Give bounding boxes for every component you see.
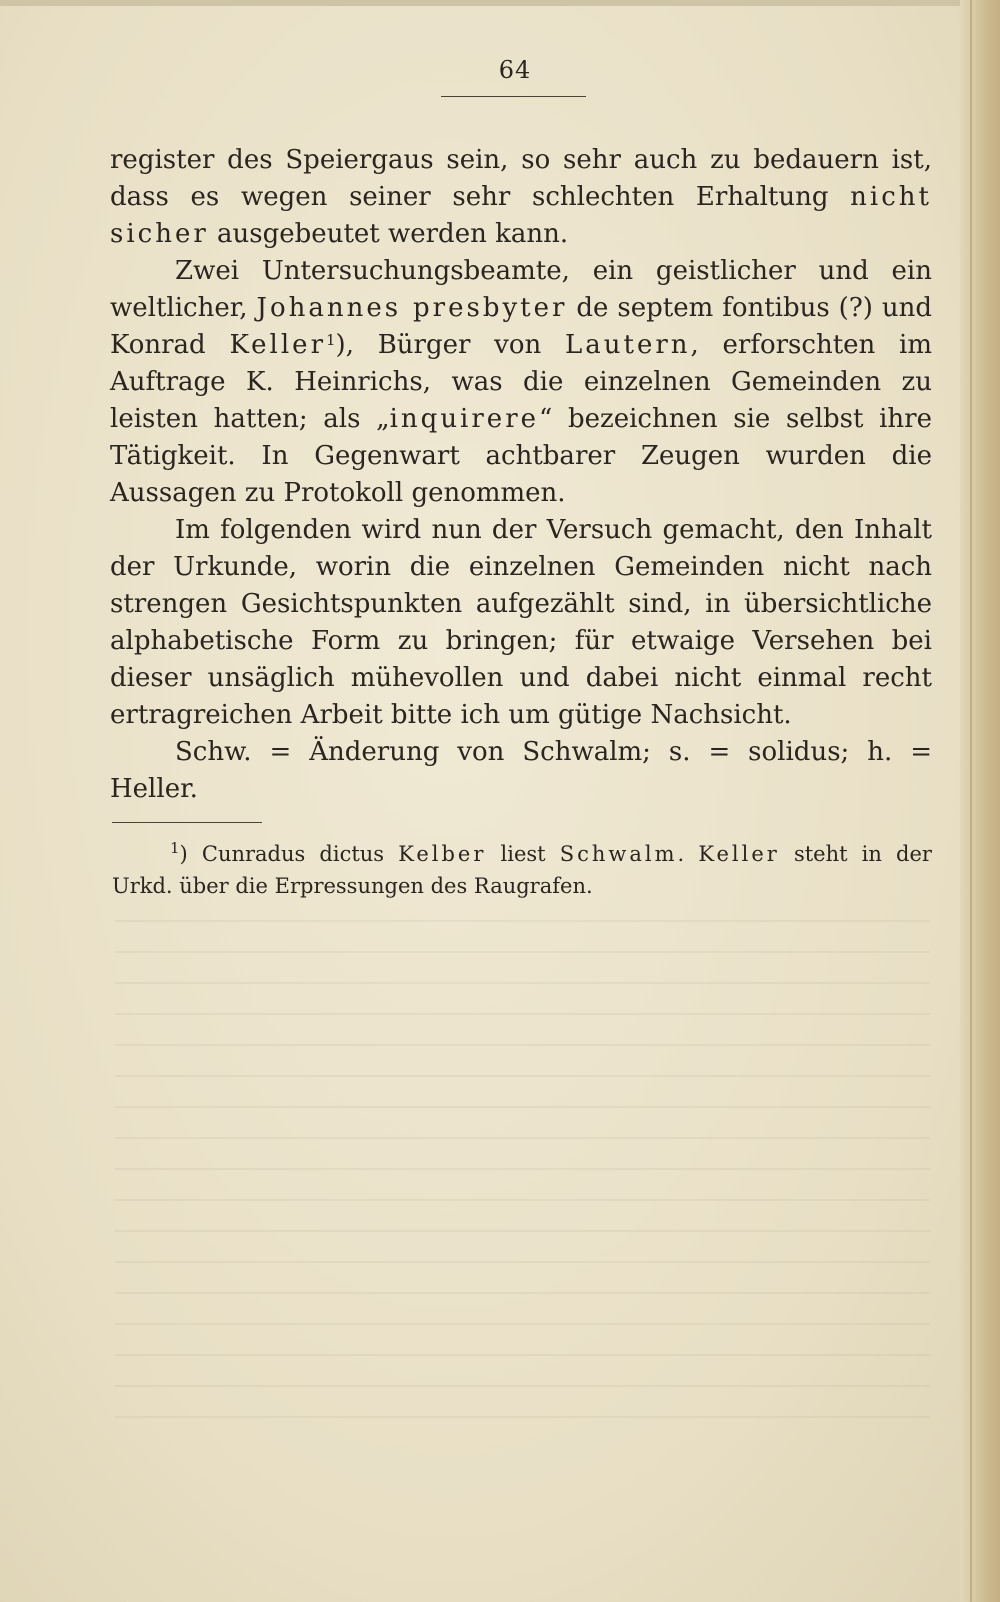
paragraph-4 [110, 734, 932, 808]
spaced-name: Keller [698, 842, 780, 866]
text-run: Im folgenden wird nun der Versuch gemacht, den Inhalt der Urkunde, worin die einzelnen Gemeinden nicht nach strengen Gesichtspunkten aufgezählt sind, in übersichtliche alphabetische Form zu bringen; für etwaige Versehen bei dieser unsäglich mühevollen und dabei nicht einmal recht ertragreichen Arbeit bitte ich um gütige Nachsicht. [110, 515, 932, 730]
spaced-name: inquirere [389, 404, 540, 434]
text-run: register des Speiergaus sein, so sehr auch zu bedauern ist, dass es wegen seiner sehr schlechten Erhaltung [110, 145, 932, 212]
text-run: ), Bürger von [335, 330, 565, 360]
spaced-name: Schwalm [559, 842, 678, 866]
text-run: Schw. = Änderung von Schwalm; s. = solidus; h. = Heller. [110, 737, 932, 804]
text-run: steht in der Urkd. über die Erpressungen des Raugrafen. [112, 842, 932, 898]
text-run: ausgebeutet werden kann. [208, 219, 569, 249]
footnote-1 [112, 838, 932, 902]
page-top-edge [0, 0, 960, 6]
spaced-name: Kelber [398, 842, 487, 866]
page-number-rule [441, 96, 586, 97]
footnote-marker: 1 [170, 839, 180, 857]
spaced-name: Johannes presbyter [256, 293, 568, 323]
text-run: “ bezeichnen sie selbst ihre Tätigkeit. In Gegenwart achtbarer Zeugen wurden die Aussagen zu Protokoll genommen. [110, 404, 932, 508]
paragraph-1 [110, 142, 932, 253]
footnote-rule [112, 822, 262, 823]
spaced-name: Keller [229, 330, 326, 360]
text-run: Zwei Untersuchungsbeamte, ein geistlicher und ein weltlicher, [110, 256, 932, 323]
footnote-marker: 1 [326, 331, 336, 349]
text-run: de septem fontibus (?) und Konrad [110, 293, 932, 360]
text-run: . [677, 842, 699, 866]
text-run: , erforschten im Auftrage K. Heinrichs, was die einzelnen Gemeinden zu leisten hatten; als „ [110, 330, 932, 434]
body-text [110, 142, 932, 808]
page-binding-edge [960, 0, 1000, 1602]
spaced-name: Lautern [565, 330, 691, 360]
text-run: liest [486, 842, 560, 866]
paragraph-3 [110, 512, 932, 734]
show-through-bleed [115, 920, 930, 1440]
text-run: ) Cunradus dictus [179, 842, 399, 866]
spaced-name: nicht sicher [110, 182, 932, 249]
page-number: 64 [498, 56, 532, 84]
paragraph-2 [110, 253, 932, 512]
